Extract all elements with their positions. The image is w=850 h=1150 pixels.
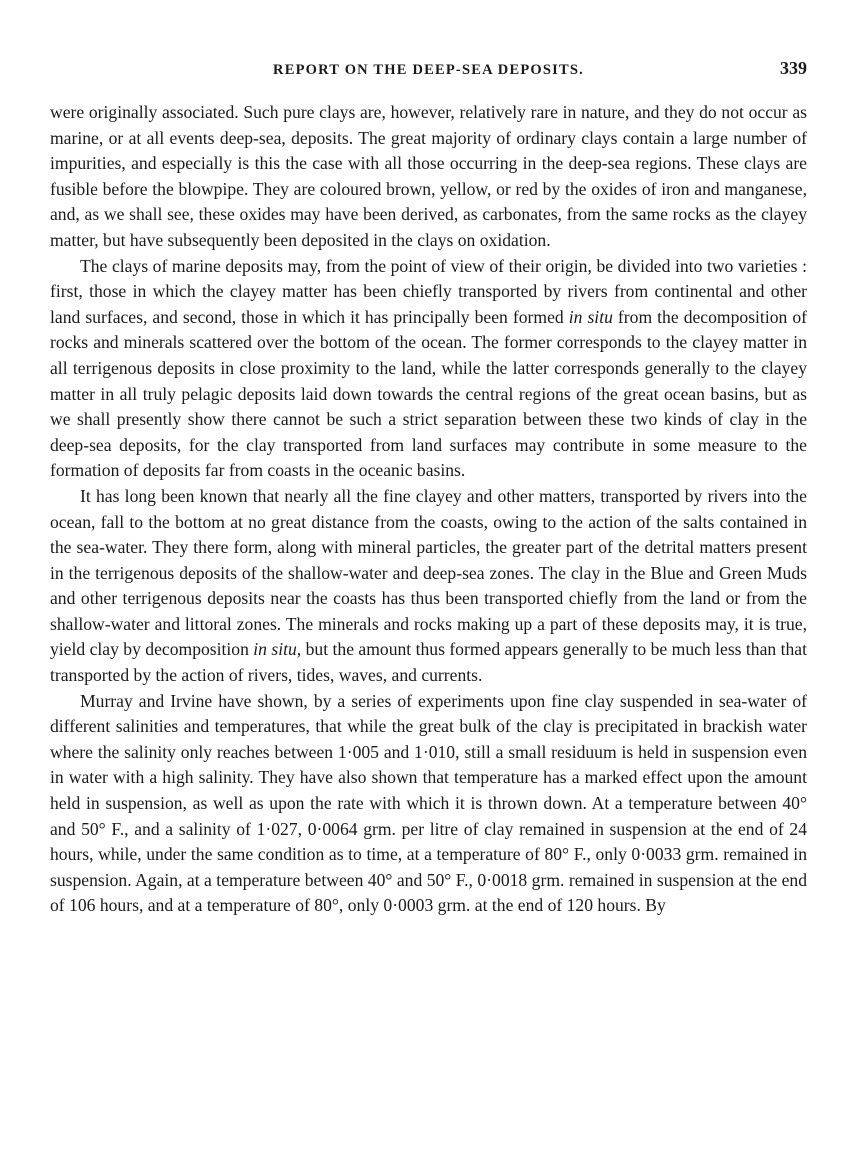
paragraph-3-text-after: but the amount thus formed appears generally to be much less than that transported by the action of rivers, tides, waves, and currents. — [50, 639, 808, 686]
page-number: 339 — [780, 58, 807, 78]
paragraph-2-text-after: from the decomposition of rocks and minerals scattered over the bottom of the ocean. The former corresponds to the clayey matter in all terrigenous deposits in close proximity to the land, while the latter corresponds generally to the clayey matter in all truly pelagic deposits laid down towards the central regions of the great ocean basins, but as we shall presently show there cannot be such a strict separation between these two kinds of clay in the deep-sea deposits, for the clay transported from land surfaces may contribute in some measure to the formation of deposits far from coasts in the oceanic basins. — [50, 306, 807, 481]
paragraph-2-emphasis: in situ — [568, 306, 613, 327]
paragraph-3-text-before: It has long been known that nearly all the fine clayey and other matters, transported by rivers into the ocean, fall to the bottom at no great distance from the coasts, owing to the action of the salts contained in the sea-water. They there form, along with mineral particles, the greater part of the detrital matters present in the terrigenous deposits of the shallow-water and deep-sea zones. The clay in the Blue and Green Muds and other terrigenous deposits near the coasts has thus been transported chiefly from the land or from the shallow-water and littoral zones. The minerals and rocks making up a part of these deposits may, it is true, yield clay by decomposition — [50, 485, 807, 660]
paragraph-2-text-before: The clays of marine deposits may, from the point of view of their origin, be divided into two varieties : first, those in which the clayey matter has been chiefly transported by rivers from continental and other land surfaces, and second, those in which it has principally been formed — [50, 255, 807, 327]
paragraph-4: Murray and Irvine have shown, by a series of experiments upon fine clay suspended in sea-water of different salinities and temperatures, that while the great bulk of the clay is precipitated in brackish water where the salinity only reaches between 1·005 and 1·010, still a small residuum is held in suspension even in water with a high salinity. They have also shown that temperature has a marked effect upon the amount held in suspension, as well as upon the rate with which it is thrown down. At a temperature between 40° and 50° F., and a salinity of 1·027, 0·0064 grm. per litre of clay remained in suspension at the end of 24 hours, while, under the same condition as to time, at a temperature of 80° F., only 0·0033 grm. remained in suspension. Again, at a temperature between 40° and 50° F., 0·0018 grm. remained in suspension at the end of 106 hours, and at a temperature of 80°, only 0·0003 grm. at the end of 120 hours. By — [50, 690, 807, 916]
running-title: REPORT ON THE DEEP-SEA DEPOSITS. — [273, 62, 584, 78]
body-text — [50, 100, 807, 919]
paragraph-3 — [50, 484, 807, 689]
page — [50, 56, 807, 919]
page-header — [50, 56, 807, 86]
paragraph-2 — [50, 254, 807, 484]
paragraph-3-emphasis: in situ, — [253, 639, 302, 660]
paragraph-1: were originally associated. Such pure clays are, however, relatively rare in nature, and they do not occur as marine, or at all events deep-sea, deposits. The great majority of ordinary clays contain a large number of impurities, and especially is this the case with all those occurring in the deep-sea regions. These clays are fusible before the blowpipe. They are coloured brown, yellow, or red by the oxides of iron and manganese, and, as we shall see, these oxides may have been derived, as carbonates, from the same rocks as the clayey matter, but have subsequently been deposited in the clays on oxidation. — [50, 102, 807, 250]
